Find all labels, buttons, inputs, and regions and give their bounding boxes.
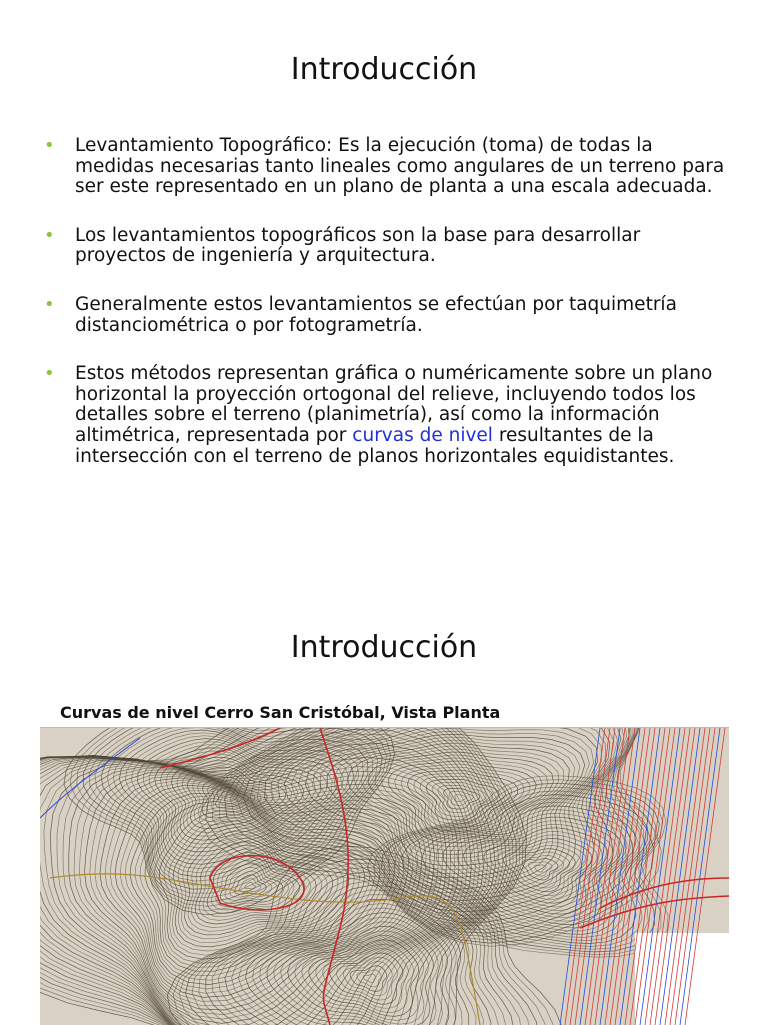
contour-map-image <box>40 727 729 1025</box>
bullet-icon: • <box>44 135 55 156</box>
contour-map-drawing <box>40 728 729 1025</box>
bullet-text <box>75 363 712 466</box>
bullet-text: Generalmente estos levantamientos se efectúan por taquimetría distanciométrica o por fotogrametría. <box>75 293 677 336</box>
bullet-text: Los levantamientos topográficos son la base para desarrollar proyectos de ingeniería y arquitectura. <box>75 224 641 267</box>
bullet-icon: • <box>44 293 55 315</box>
curvas-de-nivel-link[interactable]: curvas de nivel <box>352 424 493 446</box>
bullet-item <box>0 136 768 198</box>
bullet-text-part: resultantes de la intersección con el terreno de planos horizontales equidistantes. <box>75 424 675 467</box>
slide-title: Introducción <box>290 630 478 665</box>
bullet-icon: • <box>44 363 55 385</box>
bullet-item <box>0 295 768 336</box>
slide-2 <box>0 600 768 1024</box>
bullet-item <box>0 226 768 267</box>
bullet-icon: • <box>44 224 55 246</box>
map-caption: Curvas de nivel Cerro San Cristóbal, Vista Planta <box>60 703 501 722</box>
bullet-item <box>0 364 768 467</box>
bullet-text-part: Estos métodos representan gráfica o numéricamente sobre un plano horizontal la proyección ortogonal del relieve, incluyendo todos los detalles sobre el terreno (planimetría), así como la información altimétrica, representada por <box>75 363 713 446</box>
slide-title: Introducción <box>290 52 478 87</box>
bullet-text: Levantamiento Topográfico: Es la ejecución (toma) de todas la medidas necesarias tanto lineales como angulares de un terreno para ser este representado en un plano de planta a una escala adecuada. <box>75 135 725 198</box>
bullet-list <box>0 136 768 495</box>
